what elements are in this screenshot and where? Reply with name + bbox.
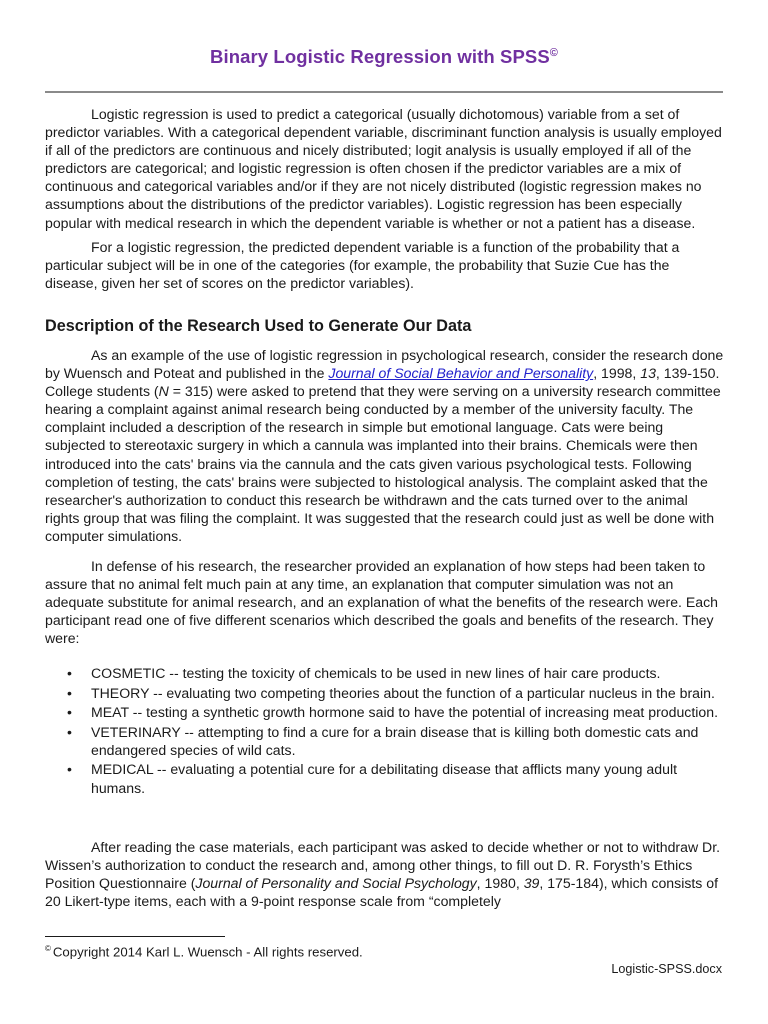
- footnote: [45, 944, 363, 959]
- footnote-mark: ©: [45, 944, 51, 953]
- research-text-2: , 1998,: [593, 365, 641, 382]
- after-section: [45, 838, 725, 910]
- section-heading: Description of the Research Used to Generate Our Data: [45, 317, 472, 335]
- document-title: [0, 46, 768, 68]
- scenario-text: COSMETIC -- testing the toxicity of chemicals to be used in new lines of hair care products.: [91, 665, 661, 681]
- journal-title: Journal of Personality and Social Psychology: [195, 875, 477, 892]
- scenario-text: MEDICAL -- evaluating a potential cure for a debilitating disease that afflicts many young adult humans.: [91, 761, 677, 796]
- bullet-icon: •: [67, 665, 72, 681]
- n-label: N: [158, 383, 169, 400]
- after-text-3: , 175-184), which consists of 20 Likert-type items, each with a 9-point response scale from “completely: [45, 875, 718, 910]
- volume-number: 39: [523, 875, 540, 892]
- footnote-divider: [45, 936, 225, 937]
- scenario-text: MEAT -- testing a synthetic growth hormone said to have the potential of increasing meat production.: [91, 704, 718, 721]
- research-paragraph: [45, 346, 725, 545]
- journal-link[interactable]: Journal of Social Behavior and Personality: [328, 365, 594, 382]
- defense-paragraph: In defense of his research, the researcher provided an explanation of how steps had been taken to assure that no animal felt much pain at any time, an explanation that computer simulation was not an adequate substitute for animal research, and an explanation of what the benefits of the research were. Each participant read one of five different scenarios which described the goals and benefits of the research. They were:: [45, 558, 719, 647]
- copyright-mark: ©: [549, 46, 558, 59]
- research-text-3: , 139-150. College students (: [45, 365, 720, 400]
- bullet-icon: •: [67, 761, 72, 778]
- research-text-1: As an example of the use of logistic regression in psychological research, consider the research done by Wuensch and Poteat and published in the: [45, 347, 724, 382]
- bullet-icon: •: [67, 704, 72, 721]
- scenario-item-cosmetic: [45, 664, 725, 682]
- title-divider: [45, 91, 723, 93]
- document-filename: Logistic-SPSS.docx: [611, 962, 722, 976]
- bullet-icon: •: [67, 684, 72, 701]
- scenario-item-medical: [45, 760, 725, 796]
- scenario-text: VETERINARY -- attempting to find a cure for a brain disease that is killing both domestic cats and endangered species of wild cats.: [91, 723, 699, 758]
- scenario-item-veterinary: [45, 723, 725, 759]
- after-paragraph: [45, 838, 725, 910]
- bullet-icon: •: [67, 723, 72, 740]
- scenario-list: [45, 664, 725, 798]
- after-text-1: After reading the case materials, each participant was asked to decide whether or not to withdraw Dr. Wissen’s authorization to conduct the research and, among other things, to fill out D. R. Forysth’s Ethics Position Questionnaire (: [45, 839, 721, 892]
- intro-section: [45, 105, 725, 292]
- intro-paragraph-2: For a logistic regression, the predicted dependent variable is a function of the probability that a particular subject will be in one of the categories (for example, the probability that Suzie Cue has the disease, given her set of scores on the predictor variables).: [45, 238, 680, 291]
- scenario-item-theory: [45, 684, 725, 702]
- title-text: Binary Logistic Regression with SPSS: [210, 46, 550, 67]
- footnote-text: Copyright 2014 Karl L. Wuensch - All rights reserved.: [52, 944, 363, 960]
- scenario-item-meat: [45, 703, 725, 721]
- intro-paragraph-1: Logistic regression is used to predict a categorical (usually dichotomous) variable from a set of predictor variables. With a categorical dependent variable, discriminant function analysis is usually employed if all of the predictors are continuous and nicely distributed; logit analysis is usually employed if all of the predictors are categorical; and logistic regression is often chosen if the predictor variables are a mix of continuous and categorical variables and/or if they are not nicely distributed (logistic regression makes no assumptions about the distributions of the predictor variables). Logistic regression has been especially popular with medical research in which the dependent variable is whether or not a patient has a disease.: [45, 106, 722, 231]
- after-text-2: , 1980,: [476, 875, 524, 892]
- research-text-4: = 315) were asked to pretend that they were serving on a university research committee hearing a complaint against animal research being conducted by a member of the university faculty. The complaint included a description of the research in simple but emotional language. Cats were being subjected to stereotaxic surgery in which a cannula was implanted into their brains. Chemicals were then introduced into the cats' brains via the cannula and the cats given various psychological tests. Following completion of testing, the cats' brains were subjected to histological analysis. The complaint asked that the researcher's authorization to conduct this research be withdrawn and the cats turned over to the animal rights group that was filing the complaint. It was suggested that the research could just as well be done with computer simulations.: [45, 383, 721, 544]
- volume-number: 13: [640, 365, 656, 382]
- scenario-text: THEORY -- evaluating two competing theories about the function of a particular nucleus in the brain.: [91, 684, 715, 701]
- research-section: [45, 346, 725, 648]
